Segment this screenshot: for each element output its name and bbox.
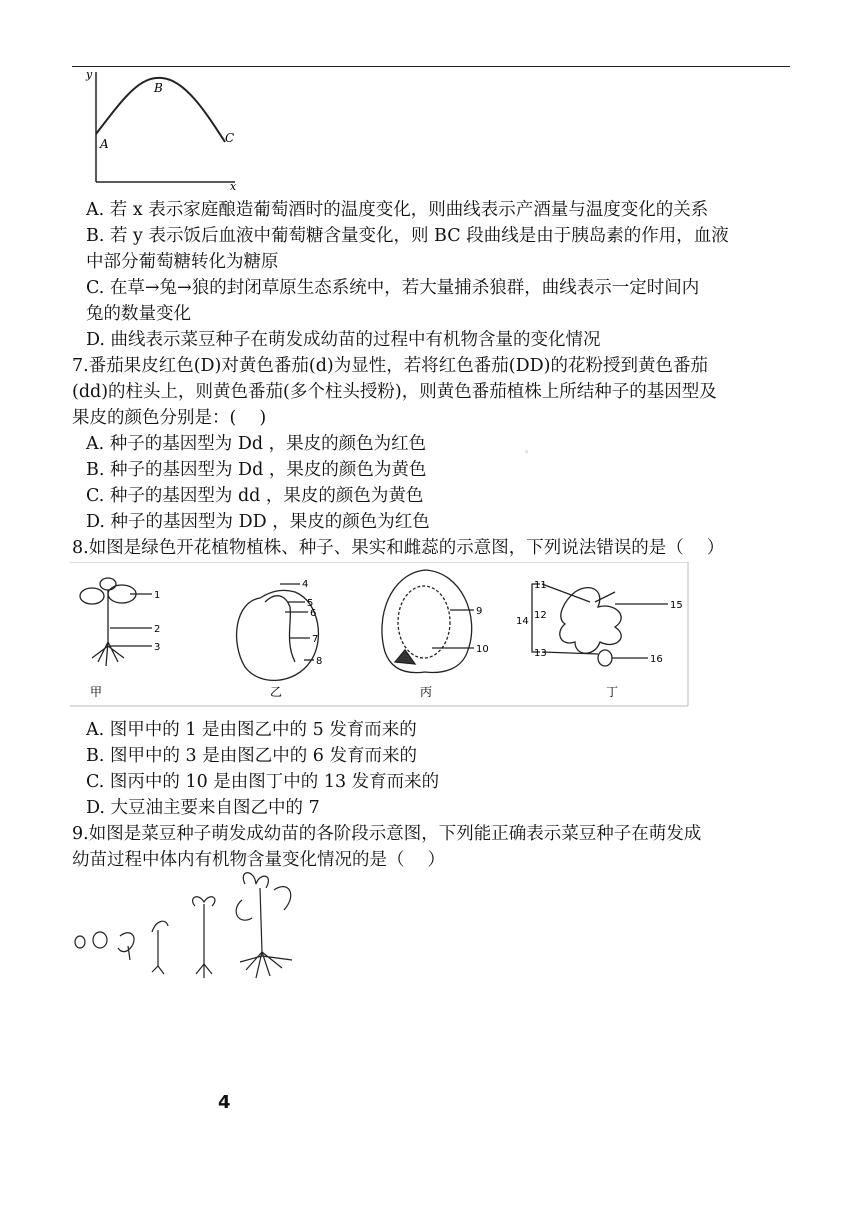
page-number: 4 <box>218 1092 231 1113</box>
q7-option-d: D. 种子的基因型为 DD ，果皮的颜色为红色 <box>86 512 430 532</box>
q6-option-d: D. 曲线表示菜豆种子在萌发成幼苗的过程中有机物含量的变化情况 <box>86 330 601 350</box>
q6-option-c-cont: 兔的数量变化 <box>86 304 191 324</box>
q9-stem-line-2: 幼苗过程中体内有机物含量变化情况的是（ ） <box>72 850 446 870</box>
panel-ding: 丁 <box>606 685 619 699</box>
seedling-drawing <box>80 578 152 666</box>
y-axis-label: y <box>86 68 93 81</box>
label-6: 6 <box>310 608 317 619</box>
germination-stages-figure <box>70 870 320 985</box>
label-12: 12 <box>534 610 547 621</box>
q6-option-b-cont: 中部分葡萄糖转化为糖原 <box>86 252 279 272</box>
point-label-c: C <box>225 131 235 145</box>
label-14: 14 <box>516 616 529 627</box>
stray-mark: 。 <box>525 445 535 455</box>
q7-stem-line-1: 7.番茄果皮红色(D)对黄色番茄(d)为显性，若将红色番茄(DD)的花粉授到黄色番茄 <box>72 356 708 376</box>
point-label-b: B <box>154 81 163 95</box>
label-3: 3 <box>154 642 161 653</box>
q7-stem-line-3: 果皮的颜色分别是：( ) <box>72 408 267 428</box>
label-1: 1 <box>154 590 161 601</box>
label-2: 2 <box>154 624 161 635</box>
label-9: 9 <box>476 606 483 617</box>
q8-option-d: D. 大豆油主要来自图乙中的 7 <box>86 798 320 818</box>
q7-stem-line-2: (dd)的柱头上，则黄色番茄(多个柱头授粉)，则黄色番茄植株上所结种子的基因型及 <box>72 382 717 402</box>
q8-option-b: B. 图甲中的 3 是由图乙中的 6 发育而来的 <box>86 746 418 766</box>
x-axis-label: x <box>230 180 237 193</box>
q6-option-c: C. 在草→兔→狼的封闭草原生态系统中，若大量捕杀狼群，曲线表示一定时间内 <box>86 278 700 298</box>
panel-bing: 丙 <box>420 685 433 699</box>
curve-graph <box>80 66 250 194</box>
label-4: 4 <box>302 579 309 590</box>
q7-option-b: B. 种子的基因型为 Dd ，果皮的颜色为黄色 <box>86 460 427 480</box>
q6-option-b: B. 若 y 表示饭后血液中葡萄糖含量变化，则 BC 段曲线是由于胰岛素的作用，血液 <box>86 226 729 246</box>
label-15: 15 <box>670 600 683 611</box>
label-11: 11 <box>534 580 547 591</box>
label-13: 13 <box>534 648 547 659</box>
panel-yi: 乙 <box>270 685 283 699</box>
q7-option-c: C. 种子的基因型为 dd ，果皮的颜色为黄色 <box>86 486 424 506</box>
q9-stem-line-1: 9.如图是菜豆种子萌发成幼苗的各阶段示意图，下列能正确表示菜豆种子在萌发成 <box>72 824 702 844</box>
q7-option-a: A. 种子的基因型为 Dd ，果皮的颜色为红色 <box>86 434 427 454</box>
point-label-a: A <box>100 137 109 151</box>
fruit-drawing <box>382 570 474 673</box>
label-7: 7 <box>312 634 319 645</box>
label-10: 10 <box>476 644 489 655</box>
q8-option-a: A. 图甲中的 1 是由图乙中的 5 发育而来的 <box>86 720 417 740</box>
q8-stem: 8.如图是绿色开花植物植株、种子、果实和雌蕊的示意图，下列说法错误的是（ ） <box>72 538 725 558</box>
label-8: 8 <box>316 656 323 667</box>
panel-jia: 甲 <box>90 685 103 699</box>
q6-option-a: A. 若 x 表示家庭酿造葡萄酒时的温度变化，则曲线表示产酒量与温度变化的关系 <box>86 200 709 220</box>
flower-drawing <box>532 584 668 666</box>
q8-option-c: C. 图丙中的 10 是由图丁中的 13 发育而来的 <box>86 772 440 792</box>
plant-structure-figure <box>70 562 690 708</box>
label-16: 16 <box>650 654 663 665</box>
label-5: 5 <box>307 598 314 609</box>
